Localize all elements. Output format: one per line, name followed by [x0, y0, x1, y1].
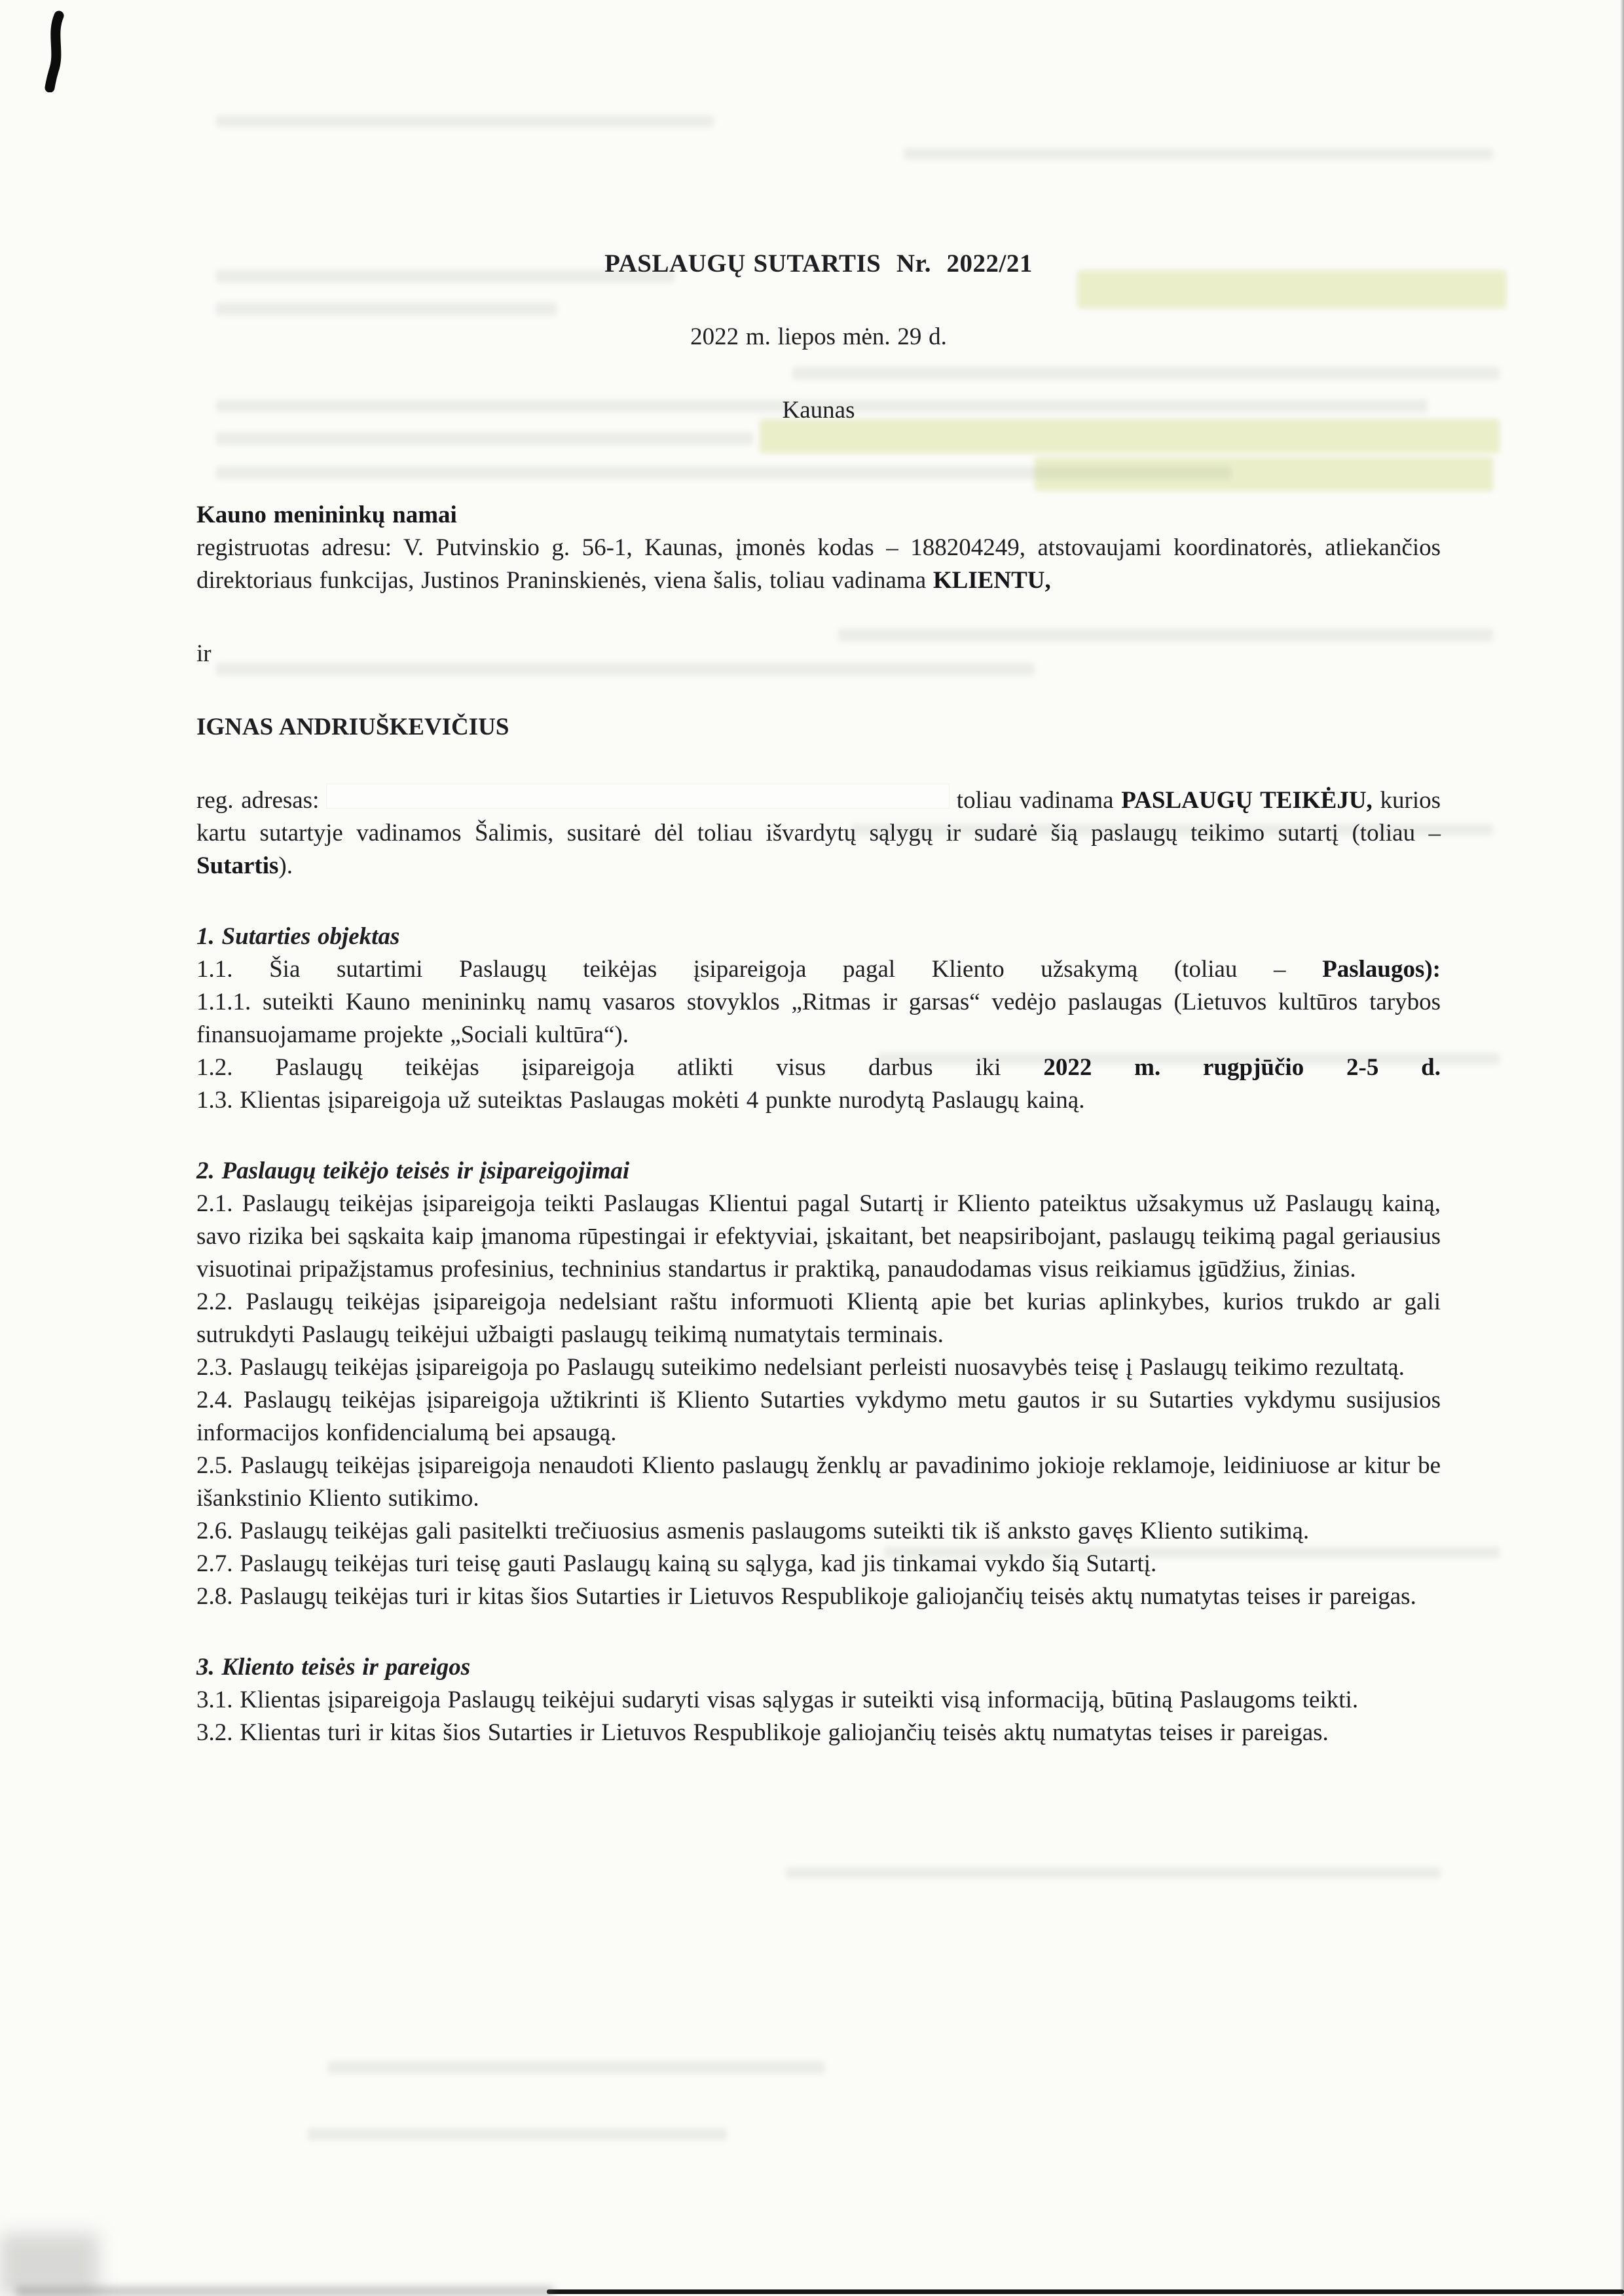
clause-2-4: [196, 1384, 1441, 1449]
clause-3-2: [196, 1717, 1441, 1749]
clause-2-8: [196, 1580, 1441, 1613]
contract-date: 2022 m. liepos mėn. 29 d.: [690, 323, 947, 350]
provider-tail-text: kurios kartu sutartyje vadinamos Šalimis, susitarė dėl toliau išvardytų sąlygų ir sudarė šią paslaugų teikimo sutartį (toliau –: [196, 787, 1441, 847]
contract-body: [196, 247, 1441, 1749]
clause-1-1-1-text: 1.1.1. suteikti Kauno menininkų namų vasaros stovyklos „Ritmas ir garsas“ vedėjo paslaugas (Lietuvos kultūros tarybos finansuojamame projekte „Sociali kultūra“).: [196, 989, 1441, 1048]
contract-city: Kaunas: [782, 397, 855, 424]
clause-1-3: [196, 1084, 1441, 1117]
page-edge-right: [1620, 0, 1624, 2296]
defined-term-paslaugos: Paslaugos):: [1322, 956, 1441, 983]
clause-2-2-text: 2.2. Paslaugų teikėjas įsipareigoja nedelsiant raštu informuoti Klientą apie bet kurias aplinkybes, kurios trukdo ar gali sutrukdyti Paslaugų teikėjui užbaigti paslaugų teikimą numatytais terminais.: [196, 1288, 1441, 1348]
section-2-heading: 2. Paslaugų teikėjo teisės ir įsipareigojimai: [196, 1157, 630, 1184]
clause-2-7-text: 2.7. Paslaugų teikėjas turi teisę gauti Paslaugų kainą su sąlyga, kad jis tinkamai vykdo šią Sutartį.: [196, 1550, 1157, 1577]
contract-title: PASLAUGŲ SUTARTIS Nr. 2022/21: [604, 249, 1033, 278]
clause-2-1: [196, 1188, 1441, 1286]
clause-2-1-text: 2.1. Paslaugų teikėjas įsipareigoja teikti Paslaugas Klientui pagal Sutartį ir Kliento pateiktus užsakymus už Paslaugų kainą, savo rizika bei sąskaita kaip įmanoma rūpestingai ir efektyviai, įskaitant, bet neapsiribojant, paslaugų teikimą pagal geriausius visuotinai pripažįstamus profesinius, techninius standartus ir praktiką, panaudodamas visus reikiamus įgūdžius, žinias.: [196, 1190, 1441, 1283]
clause-1-3-text: 1.3. Klientas įsipareigoja už suteiktas Paslaugas mokėti 4 punkte nurodytą Paslaugų kainą.: [196, 1087, 1085, 1114]
page-edge-bottom: [547, 2289, 1624, 2294]
clause-2-3-text: 2.3. Paslaugų teikėjas įsipareigoja po Paslaugų suteikimo nedelsiant perleisti nuosavybės teisę į Paslaugų teikimo rezultatą.: [196, 1354, 1405, 1381]
provider-address-label: reg. adresas:: [196, 787, 327, 814]
corner-shadow: [0, 2234, 98, 2296]
clause-2-5: [196, 1449, 1441, 1515]
client-name: Kauno menininkų namai: [196, 501, 457, 528]
conjunction-line: ir: [196, 640, 212, 667]
client-role: KLIENTU,: [932, 567, 1051, 594]
bleedthrough-line: [216, 115, 714, 127]
bleedthrough-line: [904, 148, 1493, 160]
clause-2-8-text: 2.8. Paslaugų teikėjas turi ir kitas šios Sutarties ir Lietuvos Respublikoje galiojančių teisės aktų numatytas teises ir pareigas.: [196, 1583, 1416, 1610]
scanner-ink-mark: [34, 10, 80, 92]
clause-1-2-text: 1.2. Paslaugų teikėjas įsipareigoja atlikti visus darbus iki: [196, 1054, 1044, 1081]
defined-term-sutartis: Sutartis: [196, 852, 279, 879]
clause-3-1: [196, 1684, 1441, 1717]
clause-2-3: [196, 1351, 1441, 1384]
bleedthrough-line: [308, 2128, 727, 2141]
provider-mid-text: toliau vadinama: [949, 787, 1122, 814]
clause-1-1-1: [196, 986, 1441, 1051]
provider-paragraph: [196, 784, 1441, 883]
redacted-address: [327, 784, 949, 808]
section-3-heading: 3. Kliento teisės ir pareigos: [196, 1654, 471, 1681]
clause-1-1-text: 1.1. Šia sutartimi Paslaugų teikėjas įsipareigoja pagal Kliento užsakymą (toliau –: [196, 956, 1323, 983]
clause-2-5-text: 2.5. Paslaugų teikėjas įsipareigoja nenaudoti Kliento paslaugų ženklų ar pavadinimo jokioje reklamoje, leidiniuose ar kitur be išankstinio Kliento sutikimo.: [196, 1452, 1441, 1512]
section-1-heading: 1. Sutarties objektas: [196, 923, 400, 950]
deadline-date: 2022 m. rugpjūčio 2-5 d.: [1043, 1054, 1441, 1081]
clause-2-6: [196, 1515, 1441, 1548]
clause-2-6-text: 2.6. Paslaugų teikėjas gali pasitelkti trečiuosius asmenis paslaugoms suteikti tik iš anksto gavęs Kliento sutikimą.: [196, 1518, 1310, 1544]
provider-role: PASLAUGŲ TEIKĖJU,: [1121, 787, 1373, 814]
clause-2-2: [196, 1286, 1441, 1351]
clause-3-1-text: 3.1. Klientas įsipareigoja Paslaugų teikėjui sudaryti visas sąlygas ir suteikti visą informaciją, būtiną Paslaugoms teikti.: [196, 1686, 1359, 1713]
clause-2-4-text: 2.4. Paslaugų teikėjas įsipareigoja užtikrinti iš Kliento Sutarties vykdymo metu gautos ir su Sutarties vykdymu susijusios informacijos konfidencialumą bei apsaugą.: [196, 1387, 1441, 1446]
clause-1-1: [196, 953, 1441, 986]
bleedthrough-line: [786, 1867, 1441, 1879]
clause-3-2-text: 3.2. Klientas turi ir kitas šios Sutarties ir Lietuvos Respublikoje galiojančių teisės aktų numatytas teises ir pareigas.: [196, 1719, 1329, 1746]
bleedthrough-line: [327, 2061, 825, 2074]
clause-1-2: [196, 1051, 1441, 1084]
clause-2-7: [196, 1548, 1441, 1580]
client-details: registruotas adresu: V. Putvinskio g. 56-1, Kaunas, įmonės kodas – 188204249, atstovaujami koordinatorės, atliekančios direktoriaus funkcijas, Justinos Praninskienės, viena šalis, toliau vadinama: [196, 534, 1441, 594]
provider-tail-end: ).: [278, 852, 293, 879]
provider-name: IGNAS ANDRIUŠKEVIČIUS: [196, 714, 509, 740]
client-paragraph: [196, 499, 1441, 597]
